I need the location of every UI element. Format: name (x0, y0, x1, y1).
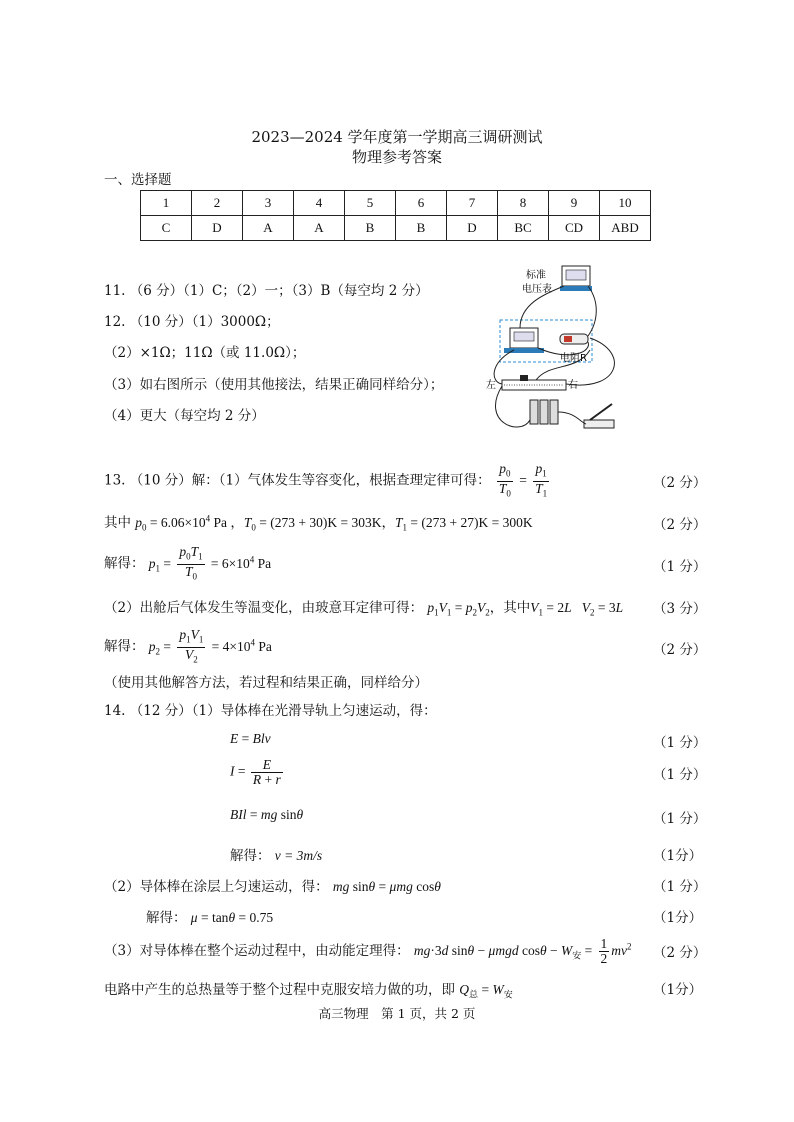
charles-law-rhs: $\frac{p_1}{T_1}$ (535, 461, 548, 499)
question-number: 6 (396, 191, 447, 216)
q14-score-a: （1 分） (653, 735, 707, 751)
figure-label-standard: 标准 (526, 270, 546, 281)
question-number: 3 (243, 191, 294, 216)
q13-solve-label-2: 解得： (104, 638, 145, 655)
answer-table-answer-row (141, 216, 651, 241)
figure-label-voltmeter: 电压表 (522, 284, 552, 295)
question-number: 4 (294, 191, 345, 216)
question-number: 9 (549, 191, 600, 216)
answer-cell: BC (498, 216, 549, 241)
answer-cell: B (345, 216, 396, 241)
rheostat-icon (502, 375, 566, 390)
q14-eq-current: I = $\frac{E}{R + r}$ (230, 757, 281, 787)
page-footer: 高三物理 第 1 页，共 2 页 (318, 1006, 476, 1021)
page-subtitle: 物理参考答案 (351, 148, 442, 166)
q14-score-f: （1分） (653, 910, 703, 926)
question-number: 1 (141, 191, 192, 216)
multimeter-icon (504, 328, 544, 353)
q14-part2: （2）导体棒在涂层上匀速运动，得： mg sinθ = μmg cosθ (104, 879, 441, 895)
section-heading: 一、选择题 (104, 172, 172, 188)
q14-heat-text: 电路中产生的总热量等于整个过程中克服安培力做的功，即 (104, 982, 455, 998)
q14-eq-force: BIl = mg sinθ (230, 807, 304, 822)
battery-icon (530, 400, 558, 424)
q14-score-g: （2 分） (653, 945, 707, 961)
q13-intro: 13. （10 分）解：（1）气体发生等容变化，根据查理定律可得： (104, 472, 491, 489)
answer-cell: CD (549, 216, 600, 241)
q14-score-b: （1 分） (653, 767, 707, 783)
q14-intro: 14. （12 分）（1）导体棒在光滑导轨上匀速运动，得： (104, 703, 437, 719)
resistor-icon (560, 334, 588, 344)
question-number: 10 (600, 191, 651, 216)
q14-part3-text: （3）对导体棒在整个运动过程中，由动能定理得： (104, 943, 410, 959)
answer-cell: C (141, 216, 192, 241)
q13-line4: （2）出舱后气体发生等温变化，由玻意耳定律可得： $p_1V_1 = p_2V_2$，其中$V_1 = 2L$ $V_2 = 3L$ (104, 600, 624, 618)
q14-score-c: （1 分） (653, 811, 707, 827)
q13-line5: 解得： $p_2$ = $\frac{p_1V_1}{V_2}$ = $4\times 10^4$ Pa (104, 627, 272, 665)
question-number: 8 (498, 191, 549, 216)
q13-score3: （1 分） (653, 559, 707, 575)
answer-cell: A (294, 216, 345, 241)
q13-part2-mid: ，其中 (489, 600, 531, 616)
q14-eq-emf: E = Blv (230, 731, 271, 746)
figure-label-resistor: 电阻R (560, 353, 587, 364)
q13-solve-label: 解得： (104, 555, 145, 572)
q14-solve-v (230, 844, 322, 864)
q13-line1: 13. （10 分）解：（1）气体发生等容变化，根据查理定律可得： $\frac{p_0}{T_0}$ = $\frac{p_1}{T_1}$ (104, 461, 548, 499)
question-number: 2 (192, 191, 243, 216)
q13-given-values: $p_0 = 6.06\times 10^4$ Pa ，$T_0 = (273 + 30)K = 303K$，$T_1 = (273 + 27)K = 300K$ (135, 513, 533, 533)
q14-score-e: （1 分） (653, 879, 707, 895)
q13-line2 (104, 511, 533, 533)
q13-part2-text: （2）出舱后气体发生等温变化，由玻意耳定律可得： (104, 600, 424, 616)
q14-part2-text: （2）导体棒在涂层上匀速运动，得： (104, 879, 329, 895)
q13-note: （使用其他解答方法，若过程和结果正确，同样给分） (104, 675, 428, 691)
q12-line4: （4）更大（每空均 2 分） (104, 408, 265, 424)
q13-score1: （2 分） (653, 475, 707, 491)
charles-law-lhs: $\frac{p_0}{T_0}$ (498, 461, 511, 499)
q13-line2-prefix: 其中 (104, 515, 131, 531)
q14-score-h: （1分） (653, 982, 703, 998)
q13-score2: （2 分） (653, 517, 707, 533)
standard-voltmeter-icon (560, 266, 592, 291)
q12-line2: （2）×1Ω；11Ω（或 11.0Ω）； (104, 345, 306, 361)
answer-table (140, 190, 651, 241)
q12-line3: （3）如右图所示（使用其他接法，结果正确同样给分）； (104, 377, 444, 393)
q13-line3: 解得： $p_1$ = $\frac{p_0T_1}{T_0}$ = $6\times 10^4$ Pa (104, 544, 272, 582)
answer-cell: D (447, 216, 498, 241)
page-title: 2023—2024 学年度第一学期高三调研测试 (251, 128, 543, 146)
q14-score-d: （1分） (653, 848, 703, 864)
answer-cell: D (192, 216, 243, 241)
answer-cell: B (396, 216, 447, 241)
q14-v-value: v = 3m/s (274, 848, 323, 863)
q13-p2-fraction: $\frac{p_1V_1}{V_2}$ (179, 627, 204, 665)
q13-p1-fraction: $\frac{p_0T_1}{T_0}$ (179, 544, 203, 582)
q14-solve-mu: 解得： μ = tanθ = 0.75 (146, 910, 274, 926)
q14-part3: （3）对导体棒在整个运动过程中，由动能定理得： mg·3d sinθ − μmgd $\cos\theta - W_安$ = $\frac{1}{2}$ $mv^2$ (104, 936, 632, 966)
q14-solve-v-label: 解得： (230, 848, 271, 864)
question-number: 7 (447, 191, 498, 216)
answer-cell: A (243, 216, 294, 241)
q12-line1: 12. （10 分）（1）3000Ω； (104, 314, 280, 330)
q11-answer: 11. （6 分）（1）C；（2）一；（3）B（每空均 2 分） (104, 283, 429, 299)
figure-label-right: 右 (568, 380, 578, 391)
q13-score5: （2 分） (653, 642, 707, 658)
q13-score4: （3 分） (653, 601, 707, 617)
switch-icon (584, 404, 614, 428)
circuit-diagram (480, 262, 630, 442)
answer-cell: ABD (600, 216, 651, 241)
figure-label-left: 左 (486, 380, 496, 391)
question-number: 5 (345, 191, 396, 216)
answer-table-number-row (141, 191, 651, 216)
q14-heat: 电路中产生的总热量等于整个过程中克服安培力做的功，即 $Q_总 = W_安$ (104, 982, 513, 1000)
q14-solve-mu-label: 解得： (146, 910, 187, 926)
